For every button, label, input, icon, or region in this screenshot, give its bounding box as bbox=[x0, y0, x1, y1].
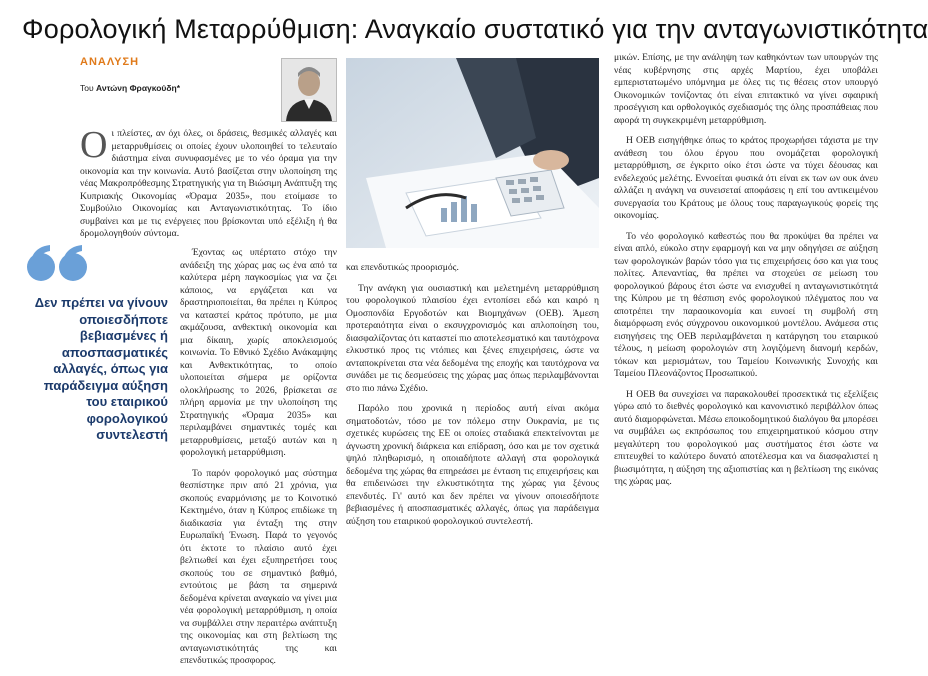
article-headline: Φορολογική Μεταρρύθμιση: Αναγκαίο συστατικό για την ανταγωνιστικότητα bbox=[22, 14, 928, 44]
paragraph: και επενδυτικώς προορισμός. bbox=[346, 262, 459, 273]
paragraph: Η ΟΕΒ εισηγήθηκε όπως το κράτος προχωρήσει τάχιστα με την ανάθεση του όλου έργου που ονομάζεται φορολογική μεταρρύθμιση, σε έγκριτο οίκο έτσι ώστε να τύχει δέουσας και ενδελεχούς μελέτης. Εννοείται φυσικά ότι είναι εκ των ων ουκ άνευ αλλάζει η ανάγκη να συνεισεταί αποφάσεις η επί του αντικειμένου συνεργασία του Κράτους με όλους τους παραγωγικούς φορείς της οικονομίας. bbox=[614, 135, 878, 221]
paragraph: Το παρόν φορολογικό μας σύστημα θεσπίστηκε πριν από 21 χρόνια, για σκοπούς εναρμόνισης με το Κοινοτικό Κεκτημένο, όταν η Κύπρος επιδίωκε τη διαδικασία για ένταξη της στην Ευρωπαϊκή Ένωση. Παρά το γεγονός ότι έκτοτε το πλαίσιο αυτό έχει βελτιωθεί και έχει εξυπηρετήσει τους σκοπούς του σε σημαντικό βαθμό, εντούτοις με βάση τα σημερινά δεδομένα κρίνεται αναγκαίο να γίνει μια νέα φορολογική μεταρρύθμιση, η οποία να συμβάλλει στην περαιτέρω ανάπτυξη της οικονομίας και στη βελτίωση της ανταγωνιστικότητάς της και επενδυτικώς προσφορος. bbox=[180, 467, 337, 666]
author-photo bbox=[281, 58, 337, 122]
paragraph: Την ανάγκη για ουσιαστική και μελετημένη μεταρρύθμιση του φορολογικού πλαισίου έχει εντοπίσει εδώ και καιρό η Ομοσπονδία Εργοδοτών και Βιομηχάνων (ΟΕΒ). Άμεση προτεραιότητα είναι ο εκσυγχρονισμός και απλοποίηση του, διασφαλίζοντας ότι καταστεί πιο αποτελεσματικό και ταυτόχρονα ελκυστικό προς τις ντόπιες και ξένες επιχειρήσεις, ώστε να ανταποκρίνεται στα νέα δεδομένα της εποχής και ταυτόχρονα να συνάδει με τις δεσμεύσεις της χώρας μας όπως περιλαμβάνονται στο πιο πάνω Σχέδιο. bbox=[346, 282, 599, 394]
author-portrait-icon bbox=[282, 59, 336, 121]
drop-cap: Ο bbox=[80, 124, 108, 166]
paragraph: Παρόλο που χρονικά η περίοδος αυτή είναι ακόμα σηματοδοτών, τόσο με τον πόλεμο στην Ουκρανία, με τις σχετικές κυρώσεις της ΕΕ οι οποίες σταδιακά επεκτείνονται με άγνωστη χρονική διάρκεια και επίδραση, όσο και με τον σχετικά ψηλό πληθωρισμό, η οποιαδήποτε αλλαγή στα φορολογικά δεδομένα της χώρας θα επηρεάσει με ένταση τις επιχειρήσεις και θα επιδεινώσει την ελκυστικότητα της χώρας για ξένους επενδυτές. Γι' αυτό και δεν πρέπει να γίνουν οποιεσδήποτε βεβιασμένες ή αποσπασματικές αλλαγές, όπως για παράδειγμα αύξηση του εταιρικού φορολογικού συντελεστή. bbox=[346, 403, 599, 527]
paragraph: Έχοντας ως υπέρτατο στόχο την ανάδειξη της χώρας μας ως ένα από τα καλύτερα μέρη παγκοσμίως για να ζει κάποιος, να εργάζεται και να δραστηριοποιείται, θα πρέπει η Κύπρος να καταστεί κράτος πρότυπο, με μια ακμάζουσα, ανθεκτική οικονομία και μια δίκαιη, χωρίς αποκλεισμούς κοινωνία. Το Εθνικό Σχέδιο Ανάκαμψης και Ανθεκτικότητας, το οποίο υλοποιείται σήμερα με ορίζοντα ολοκλήρωσης το 2026, βρίσκεται σε πλήρη αρμονία με την υλοποίηση της Στρατηγικής «Όραμα 2035» και περιλαμβάνει σημαντικές τομές και μεταρρυθμίσεις, μεταξύ αυτών και η φορολογική μεταρρύθμιση. bbox=[180, 247, 337, 458]
pull-quote: Δεν πρέπει να γίνουν οποιεσδήποτε βεβιασμένες ή αποσπασματικές αλλαγές, όπως για παράδειγμα αύξηση του εταιρικού φορολογικού συντελεστή bbox=[34, 295, 168, 442]
column-1 bbox=[80, 124, 337, 249]
byline bbox=[80, 83, 180, 93]
column-1-continued bbox=[180, 247, 337, 676]
paragraph: Η ΟΕΒ θα συνεχίσει να παρακολουθεί προσεκτικά τις εξελίξεις γύρω από το διεθνές φορολογικό και κανονιστικό περιβάλλον όπως αυτό διαμορφώνεται. Μέσω εποικοδομητικού διαλόγου θα μπορέσει να συμβάλει ως εκπρόσωπος του επιχειρηματικού κόσμου στην μεγαλύτερη του φορολογικού μας συστήματος έτσι ώστε να επιτευχθεί το καλύτερο δυνατό αποτέλεσμα και να διασφαλιστεί η βιωσιμότητα, η αύξηση της αξιοπιστίας και η βελτίωση της εικόνας της χώρας μας. bbox=[614, 388, 878, 487]
column-3 bbox=[614, 52, 878, 497]
section-kicker: ΑΝΑΛΥΣΗ bbox=[80, 56, 140, 68]
paragraph: μικών. Επίσης, με την ανάληψη των καθηκόντων των υπουργών της νέας κυβέρνησης στις αρχές Μαρτίου, έχει υποβάλει εμπεριστατωμένο υπόμνημα με όλες τις τις θέσεις στον υπουργό Οικονομικών τονίζοντας ότι είναι επιτακτικό να γίνει σφαιρική προσέγγιση και ορθολογικός σχεδιασμός της όλης προσπάθειας που αφορά τη συγκεκριμένη μεταρρύθμιση. bbox=[614, 52, 878, 126]
business-documents-photo bbox=[346, 58, 599, 248]
paragraph: Το νέο φορολογικό καθεστώς που θα προκύψει θα πρέπει να είναι απλό, εύκολο στην εφαρμογή και να μην οδηγήσει σε αύξηση των φορολογικών βαρών τόσο για τις επιχειρήσεις όσο και για τους πολίτες. Απεναντίας, θα πρέπει να στοχεύει σε μείωση του φορολογικού βάρους έτσι ώστε να ενισχυθεί η ανταγωνιστικότητά της Κύπρου με τη θέσπιση ενός φορολογικού πλέγματος που να αποτρέπει την παραοικονομία και ευνοεί τη συμβολή στη διαμόρφωση ενός σύγχρονου οικονομικού μοντέλου. Ανάμεσα στις εισηγήσεις της ΟΕΒ περιλαμβάνεται η κατάργηση του εταιρικού τέλους, η μείωση φορολογιών στη λογιζόμενη διανομή κερδών, τόκων και μερισμάτων, του Ταμείου Κοινωνικής Συνοχής και Ταμείου Πλεονάζοντος Προσωπικού. bbox=[614, 230, 878, 379]
column-2 bbox=[346, 262, 599, 536]
byline-author: Αντώνη Φραγκούδη* bbox=[96, 83, 181, 93]
article-photo bbox=[346, 58, 599, 248]
quote-icon bbox=[24, 243, 94, 287]
byline-prefix: Του bbox=[80, 83, 94, 93]
paragraph: ι πλείστες, αν όχι όλες, οι δράσεις, θεσμικές αλλαγές και μεταρρυθμίσεις οι οποίες έχουν υλοποιηθεί το τελευταίο διάστημα είναι συνυφασμένες με το νέο όραμα για την οικονομία και την κοινωνία. Αυτό βασίζεται στην υλοποίηση της νέας Μακροπρόθεσμης Στρατηγικής για τη Βιώσιμη Ανάπτυξη της Κυπριακής Οικονομίας «Όραμα 2035», που ετοίμασε το Συμβούλιο Οικονομίας και Ανταγωνιστικότητας. Το ίδιο συμβαίνει και με τις ενέργειες που βρίσκονται υπό εξέλιξη ή θα δρομολογηθούν σύντομα. bbox=[80, 128, 337, 239]
